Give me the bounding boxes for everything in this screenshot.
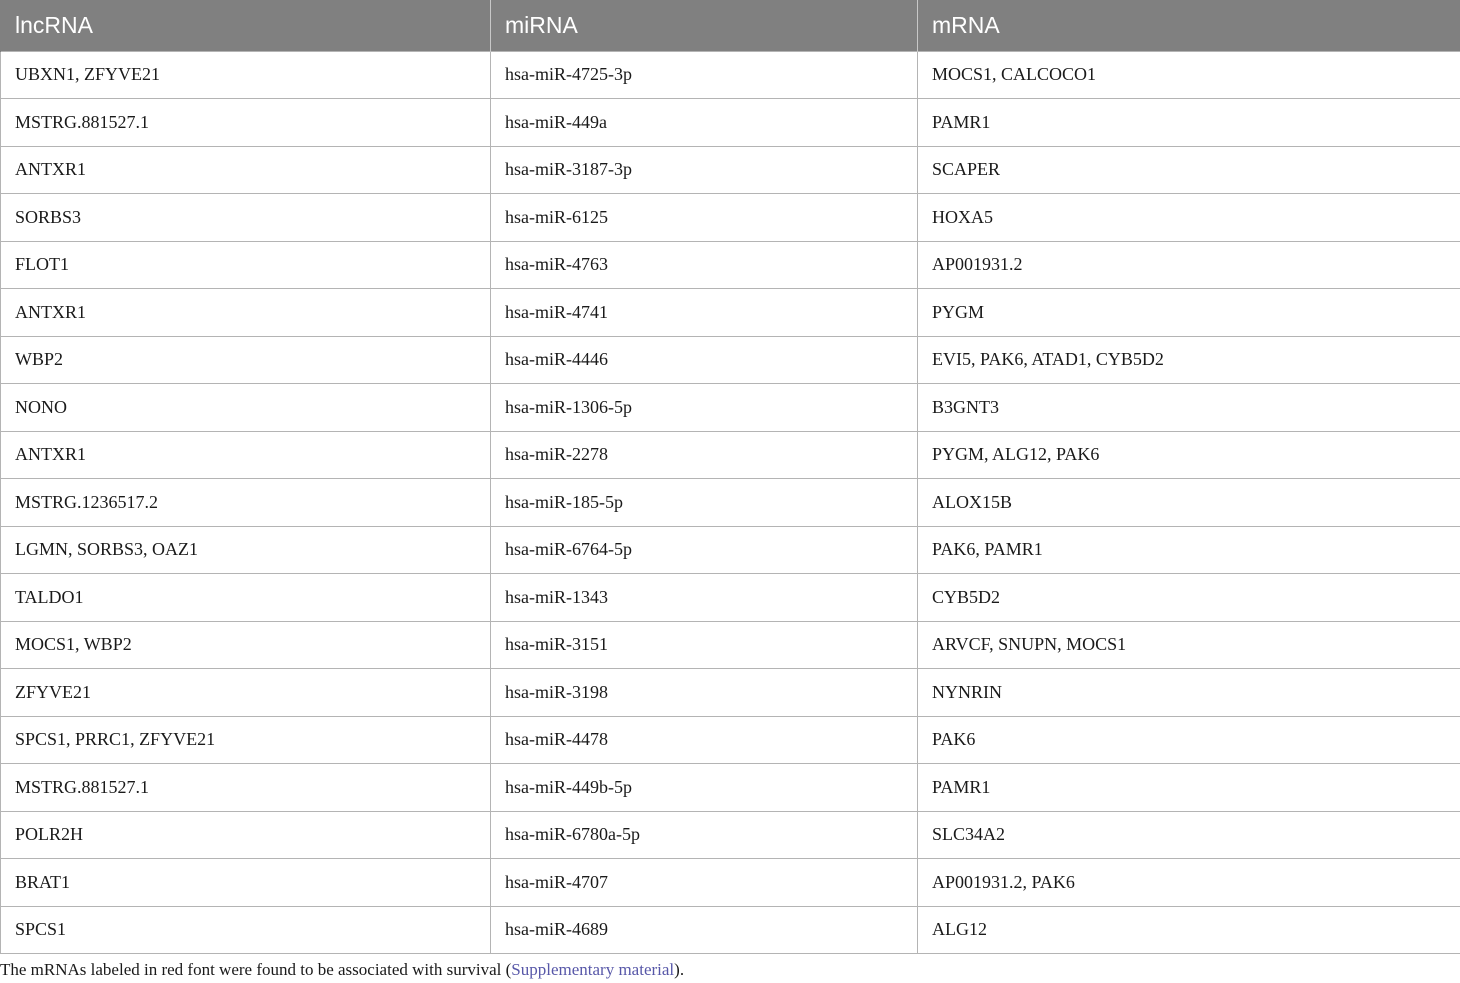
mirna-cell: hsa-miR-1343 — [491, 574, 918, 622]
mirna-cell: hsa-miR-3151 — [491, 621, 918, 669]
lncrna-cell: ANTXR1 — [1, 431, 491, 479]
mirna-cell: hsa-miR-6764-5p — [491, 526, 918, 574]
table-row — [1, 764, 1460, 812]
lncrna-cell: MSTRG.881527.1 — [1, 764, 491, 812]
lncrna-cell: TALDO1 — [1, 574, 491, 622]
lncrna-cell: UBXN1, ZFYVE21 — [1, 51, 491, 99]
lncrna-cell: WBP2 — [1, 336, 491, 384]
table-body — [1, 51, 1460, 954]
mrna-cell: SLC34A2 — [918, 811, 1460, 859]
lncrna-cell: MSTRG.881527.1 — [1, 99, 491, 147]
lncrna-cell: SORBS3 — [1, 194, 491, 242]
mrna-cell: PYGM, ALG12, PAK6 — [918, 431, 1460, 479]
footnote-text: The mRNAs labeled in red font were found to be associated with survival ( — [0, 960, 512, 979]
mrna-cell: PAK6 — [918, 716, 1460, 764]
mirna-cell: hsa-miR-449a — [491, 99, 918, 147]
mrna-cell: PAK6, PAMR1 — [918, 526, 1460, 574]
mrna-cell: ALG12 — [918, 906, 1460, 954]
table-header — [1, 0, 1460, 51]
lncrna-cell: NONO — [1, 384, 491, 432]
mrna-cell: PAMR1 — [918, 99, 1460, 147]
mirna-cell: hsa-miR-4446 — [491, 336, 918, 384]
table-row — [1, 526, 1460, 574]
lncrna-cell: ANTXR1 — [1, 289, 491, 337]
table-row — [1, 811, 1460, 859]
mirna-cell: hsa-miR-4478 — [491, 716, 918, 764]
mrna-cell: HOXA5 — [918, 194, 1460, 242]
mrna-cell: ALOX15B — [918, 479, 1460, 527]
mirna-cell: hsa-miR-4741 — [491, 289, 918, 337]
table-row — [1, 859, 1460, 907]
column-header-mrna: mRNA — [918, 0, 1460, 51]
lncrna-cell: BRAT1 — [1, 859, 491, 907]
mirna-cell: hsa-miR-185-5p — [491, 479, 918, 527]
table-row — [1, 99, 1460, 147]
mirna-cell: hsa-miR-3187-3p — [491, 146, 918, 194]
lncrna-cell: ANTXR1 — [1, 146, 491, 194]
table-row — [1, 906, 1460, 954]
table-row — [1, 336, 1460, 384]
mirna-cell: hsa-miR-6780a-5p — [491, 811, 918, 859]
table-row — [1, 574, 1460, 622]
column-header-lncrna: lncRNA — [1, 0, 491, 51]
mirna-cell: hsa-miR-4707 — [491, 859, 918, 907]
table-row — [1, 384, 1460, 432]
mirna-cell: hsa-miR-1306-5p — [491, 384, 918, 432]
supplementary-material-link[interactable]: Supplementary material — [511, 960, 675, 979]
mrna-cell: PYGM — [918, 289, 1460, 337]
mrna-cell: PAMR1 — [918, 764, 1460, 812]
lncrna-cell: ZFYVE21 — [1, 669, 491, 717]
lncrna-cell: MSTRG.1236517.2 — [1, 479, 491, 527]
table-row — [1, 194, 1460, 242]
mrna-cell: AP001931.2 — [918, 241, 1460, 289]
mrna-cell: EVI5, PAK6, ATAD1, CYB5D2 — [918, 336, 1460, 384]
mirna-cell: hsa-miR-3198 — [491, 669, 918, 717]
footnote-text-end: ). — [674, 960, 685, 979]
table-row — [1, 669, 1460, 717]
mirna-cell: hsa-miR-2278 — [491, 431, 918, 479]
lncrna-cell: POLR2H — [1, 811, 491, 859]
mrna-cell: AP001931.2, PAK6 — [918, 859, 1460, 907]
table-row — [1, 51, 1460, 99]
mrna-cell: MOCS1, CALCOCO1 — [918, 51, 1460, 99]
table-row — [1, 431, 1460, 479]
table-row — [1, 479, 1460, 527]
table-footnote — [0, 960, 684, 980]
column-header-mirna: miRNA — [491, 0, 918, 51]
lncrna-cell: SPCS1 — [1, 906, 491, 954]
mirna-cell: hsa-miR-6125 — [491, 194, 918, 242]
lncrna-cell: FLOT1 — [1, 241, 491, 289]
lncrna-cell: MOCS1, WBP2 — [1, 621, 491, 669]
mirna-cell: hsa-miR-449b-5p — [491, 764, 918, 812]
header-row — [1, 0, 1460, 51]
mrna-cell: SCAPER — [918, 146, 1460, 194]
mirna-cell: hsa-miR-4763 — [491, 241, 918, 289]
table-row — [1, 716, 1460, 764]
mrna-cell: NYNRIN — [918, 669, 1460, 717]
mrna-cell: CYB5D2 — [918, 574, 1460, 622]
mrna-cell: ARVCF, SNUPN, MOCS1 — [918, 621, 1460, 669]
table-row — [1, 621, 1460, 669]
mrna-cell: B3GNT3 — [918, 384, 1460, 432]
table-row — [1, 289, 1460, 337]
lncrna-cell: SPCS1, PRRC1, ZFYVE21 — [1, 716, 491, 764]
table-row — [1, 146, 1460, 194]
lncrna-cell: LGMN, SORBS3, OAZ1 — [1, 526, 491, 574]
mirna-cell: hsa-miR-4689 — [491, 906, 918, 954]
table-row — [1, 241, 1460, 289]
mirna-cell: hsa-miR-4725-3p — [491, 51, 918, 99]
